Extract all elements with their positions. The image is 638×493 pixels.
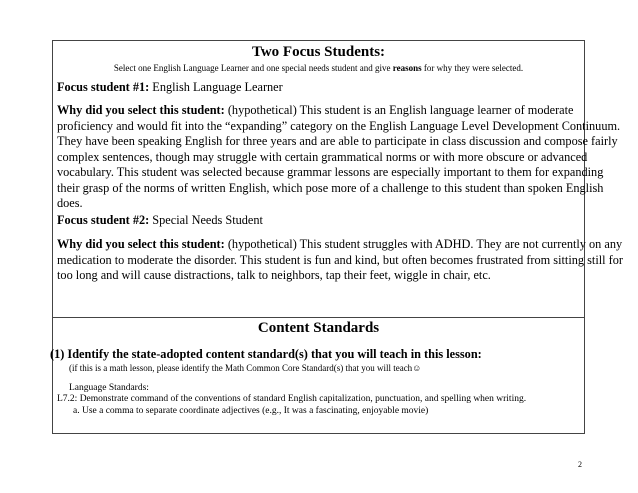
reason-line: They have been speaking English for three years and are able to participate in class discussion and compose fairly <box>57 134 618 148</box>
focus-student-2-reason <box>57 237 623 284</box>
reason-line: too long and will cause distractions, talk to neighbors, tap their feet, wiggle in chair, etc. <box>57 268 491 282</box>
instruction-text: Select one English Language Learner and one special needs student and give <box>113 63 393 73</box>
reason-line: complex sentences, though may struggle with certain grammatical norms or with more obscure or advanced <box>57 149 588 164</box>
focus-student-2-line <box>57 213 263 229</box>
page-number: 2 <box>578 460 582 469</box>
reason-line: vocabulary. This student was selected because grammar lessons are especially important to them for expanding <box>57 165 604 179</box>
standards-statement: L7.2: Demonstrate command of the conventions of standard English capitalization, punctuation, and spelling when writing. <box>57 394 527 404</box>
reason-line: does. <box>57 196 83 210</box>
why-label: Why did you select this student: <box>57 103 225 117</box>
standards-item: a. Use a comma to separate coordinate adjectives (e.g., It was a fascinating, enjoyable movie) <box>73 406 429 416</box>
focus-students-box <box>52 40 623 318</box>
reason-text: (hypothetical) This student is an English language learner of moderate <box>224 103 574 117</box>
reason-line: medication to moderate the disorder. This student is fun and kind, but often becomes frustrated from sitting still for <box>57 252 623 267</box>
focus-student-1-label: Focus student #1: <box>57 80 150 94</box>
standards-subhead: Language Standards: <box>69 383 149 393</box>
reason-line: their grasp of the norms of written English, which pose more of a challenge to this student than spoken English <box>57 180 604 195</box>
focus-instruction <box>53 63 584 73</box>
focus-student-1-reason <box>57 103 621 212</box>
why-label: Why did you select this student: <box>57 237 225 251</box>
reason-line: proficiency and would fit into the “expanding” category on the English Language Level Development Continuum. <box>57 118 621 133</box>
reason-line <box>57 237 623 253</box>
standards-question: (1) Identify the state-adopted content standard(s) that you will teach in this lesson: <box>50 347 482 361</box>
focus-student-1-value: English Language Learner <box>149 80 283 94</box>
instruction-text-end: for why they were selected. <box>421 63 524 73</box>
content-standards-box <box>52 317 585 434</box>
focus-student-1-line <box>57 80 283 96</box>
focus-students-title: Two Focus Students: <box>251 44 386 60</box>
content-standards-title: Content Standards <box>257 320 380 336</box>
reason-text: (hypothetical) This student struggles with ADHD. They are not currently on any <box>224 237 623 251</box>
reason-line <box>57 103 583 119</box>
instruction-bold: reasons <box>392 63 422 73</box>
focus-student-2-label: Focus student #2: <box>57 213 150 227</box>
standards-note: (if this is a math lesson, please identify the Math Common Core Standard(s) that you will teach☺ <box>69 363 422 373</box>
focus-student-2-value: Special Needs Student <box>149 213 263 227</box>
